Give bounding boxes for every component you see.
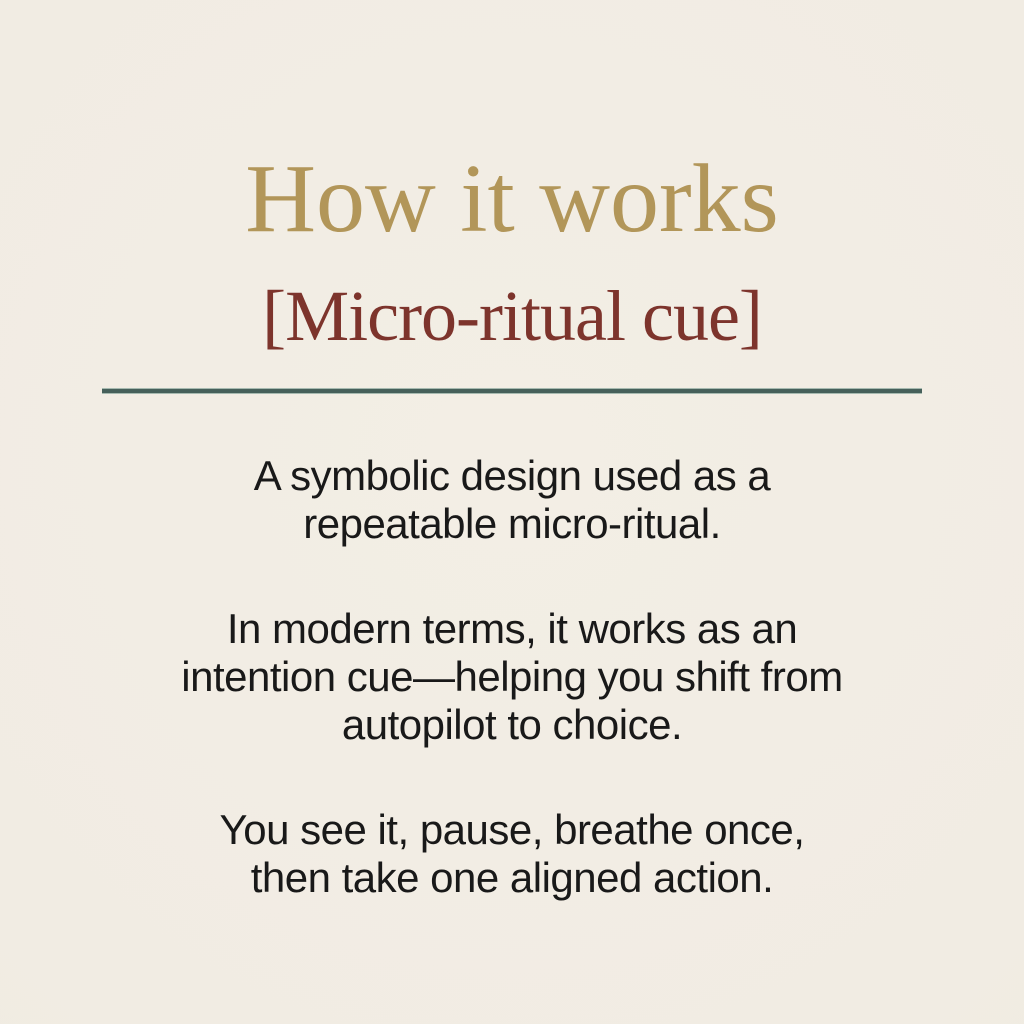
divider-line xyxy=(102,388,922,394)
page-subtitle: [Micro-ritual cue] xyxy=(262,276,762,356)
body-paragraph-3 xyxy=(0,806,1024,902)
page-title: How it works xyxy=(245,145,779,253)
body-paragraph-1 xyxy=(0,452,1024,548)
body-text-block xyxy=(0,452,1024,902)
body-line: intention cue—helping you shift from xyxy=(181,653,843,700)
body-line: autopilot to choice. xyxy=(341,701,683,748)
body-line: You see it, pause, breathe once, xyxy=(219,806,805,853)
body-line: In modern terms, it works as an xyxy=(226,605,798,652)
body-line: then take one aligned action. xyxy=(250,854,774,901)
body-line: A symbolic design used as a xyxy=(253,452,771,499)
body-paragraph-2 xyxy=(0,605,1024,749)
body-line: repeatable micro-ritual. xyxy=(303,500,721,547)
